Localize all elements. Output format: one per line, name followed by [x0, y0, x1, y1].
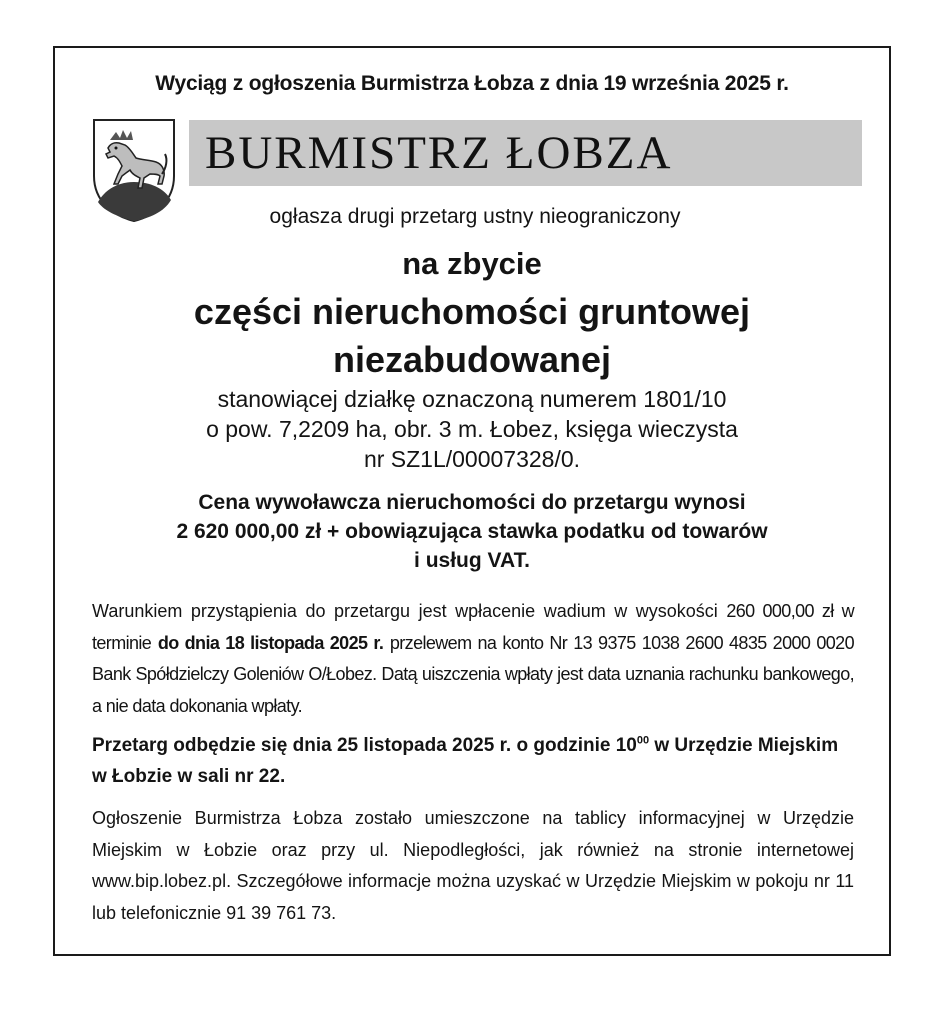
subject-line-2: niezabudowanej [332, 339, 612, 380]
auction-location: w Urzędzie Miejskim w Łobzie w sali nr 22. [92, 735, 839, 787]
description-line-2: o pow. 7,2209 ha, obr. 3 m. Łobez, księga wieczysta [206, 416, 738, 442]
deposit-deadline: do dnia 18 listopada 2025 r. [157, 632, 384, 653]
announces-line: ogłasza drugi przetarg ustny nieograniczony [269, 205, 681, 228]
description-line-1: stanowiącej działkę oznaczoną numerem 1801/10 [217, 386, 727, 412]
subject-heading [55, 288, 889, 384]
deposit-intro: Warunkiem przystąpienia do przetargu jest wpłacenie wadium w wysokości [92, 601, 718, 621]
banner-title: BURMISTRZ ŁOBZA [205, 127, 673, 179]
price-line-3: i usług VAT. [414, 549, 530, 572]
sale-heading: na zbycie [402, 246, 542, 281]
starting-price [55, 488, 889, 575]
property-description [55, 384, 889, 474]
deposit-paragraph [92, 596, 854, 722]
price-line-1: Cena wywoławcza nieruchomości do przetargu wynosi [198, 491, 746, 514]
announcement-frame [53, 46, 891, 956]
publication-paragraph: Ogłoszenie Burmistrza Łobza zostało umieszczone na tablicy informacyjnej w Urzędzie Miejskim w Łobzie oraz przy ul. Niepodległości, jak również na stronie internetowej www.bip.lobez.pl. Szczegółowe informacje można uzyskać w Urzędzie Miejskim w pokoju nr 11 lub telefonicznie 91 39 761 73. [92, 808, 854, 923]
title-banner [189, 120, 862, 186]
deposit-amount: 260 000,00 zł w terminie [92, 601, 854, 653]
deposit-details: przelewem na konto Nr 13 9375 1038 2600 4835 2000 0020 Bank Spółdzielczy Goleniów O/Łobez. Datą uiszczenia wpłaty jest data uznania rachunku bankowego, a nie data dokonania wpłaty. [92, 632, 854, 716]
auction-time-minutes: 00 [636, 734, 650, 747]
subject-line-1: części nieruchomości gruntowej [193, 291, 751, 332]
auction-date: Przetarg odbędzie się dnia 25 listopada 2025 r. o godzinie 10 [92, 735, 637, 756]
extract-title: Wyciąg z ogłoszenia Burmistrza Łobza z dnia 19 września 2025 r. [155, 72, 789, 95]
description-line-3: nr SZ1L/00007328/0. [363, 446, 581, 472]
price-line-2: 2 620 000,00 zł + obowiązująca stawka podatku od towarów [176, 520, 768, 543]
auction-paragraph [92, 730, 854, 792]
lobez-coat-of-arms-wolf-icon [92, 118, 176, 222]
